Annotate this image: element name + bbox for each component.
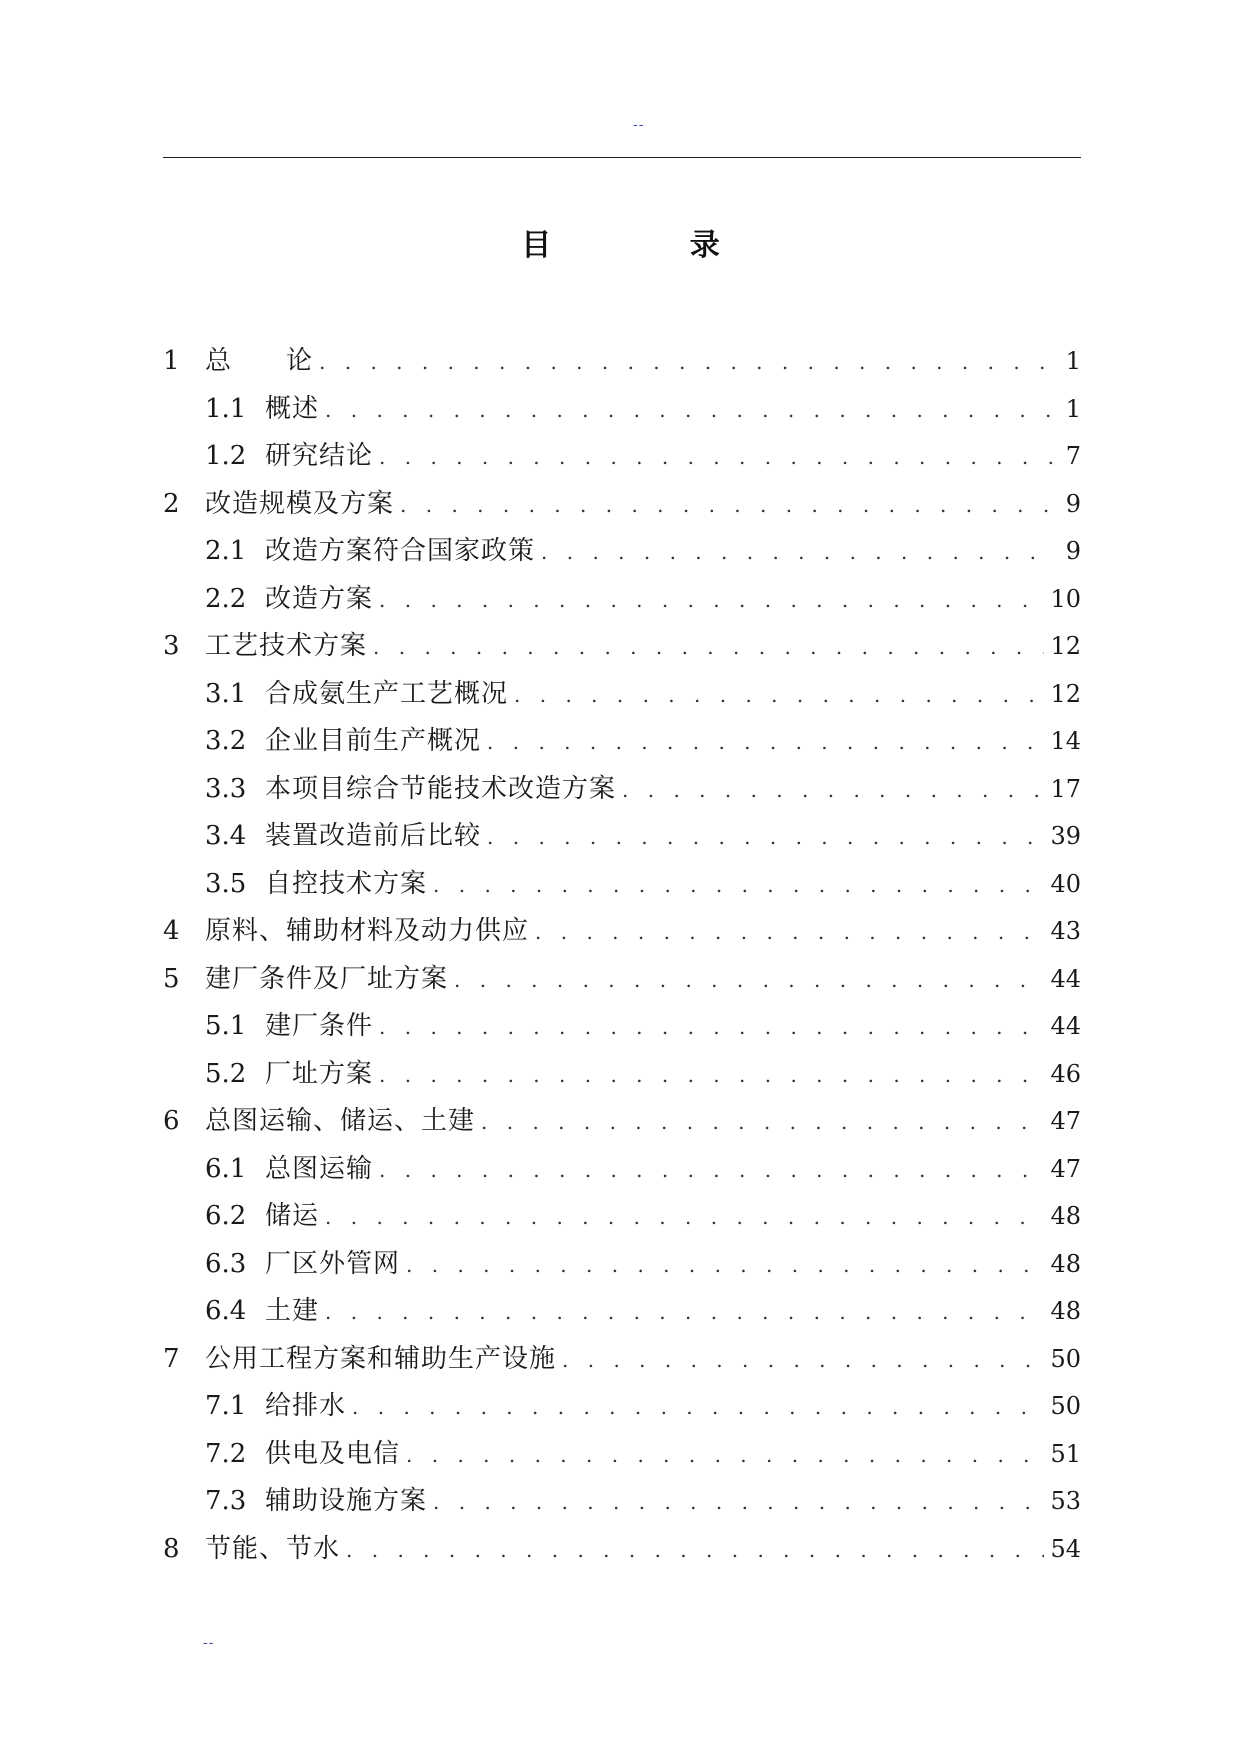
- toc-dot-leader: [379, 1004, 1044, 1052]
- toc-entry-page-number: 54: [1050, 1534, 1081, 1563]
- toc-entry-number: 2: [163, 488, 180, 519]
- toc-entry-page-number: 9: [1065, 489, 1081, 518]
- toc-entry-title: 本项目综合节能技术改造方案: [265, 773, 617, 804]
- toc-entry-title: 公用工程方案和辅助生产设施: [205, 1343, 557, 1374]
- toc-entry-page-number: 50: [1050, 1344, 1081, 1373]
- toc-dot-leader: [535, 909, 1044, 957]
- toc-entry-page-number: 47: [1050, 1107, 1081, 1135]
- toc-dot-leader: [400, 482, 1053, 530]
- toc-dot-leader: [325, 1194, 1044, 1242]
- toc-entry-page-number: 10: [1050, 584, 1081, 613]
- toc-chapter-entry[interactable]: [163, 623, 1081, 671]
- header-rule: [163, 157, 1081, 158]
- toc-chapter-entry[interactable]: [163, 1336, 1081, 1384]
- toc-entry-page-number: 17: [1050, 774, 1081, 803]
- toc-section-entry[interactable]: [163, 576, 1081, 624]
- toc-section-entry[interactable]: [163, 861, 1081, 909]
- toc-entry-title: 改造方案: [265, 583, 374, 614]
- footer-mark: --: [203, 1635, 215, 1651]
- toc-entry-title: 企业目前生产概况: [265, 726, 482, 756]
- toc-dot-leader: [346, 1527, 1044, 1575]
- toc-entry-number: 1: [163, 346, 180, 376]
- toc-entry-page-number: 40: [1050, 869, 1081, 898]
- toc-dot-leader: [379, 434, 1053, 482]
- toc-chapter-entry[interactable]: [163, 1098, 1081, 1146]
- toc-entry-number: 6.1: [205, 1153, 247, 1184]
- toc-entry-number: 3.2: [205, 726, 247, 756]
- toc-dot-leader: [562, 1337, 1044, 1385]
- toc-entry-title: 辅助设施方案: [265, 1486, 428, 1516]
- toc-section-entry[interactable]: [163, 386, 1081, 434]
- toc-entry-number: 7.2: [205, 1438, 247, 1469]
- toc-entry-number: 4: [163, 916, 180, 946]
- toc-entry-page-number: 50: [1050, 1392, 1081, 1420]
- toc-entry-number: 1.2: [205, 441, 247, 471]
- toc-entry-number: 3.3: [205, 773, 247, 804]
- toc-chapter-entry[interactable]: [163, 908, 1081, 956]
- toc-section-entry[interactable]: [163, 528, 1081, 576]
- toc-entry-page-number: 7: [1065, 442, 1081, 470]
- toc-entry-page-number: 48: [1050, 1249, 1081, 1278]
- toc-entry-page-number: 9: [1065, 537, 1081, 565]
- toc-dot-leader: [379, 1147, 1044, 1195]
- toc-entry-number: 7.1: [205, 1391, 247, 1421]
- toc-section-entry[interactable]: [163, 1146, 1081, 1194]
- toc-dot-leader: [406, 1242, 1044, 1290]
- table-of-contents: [163, 338, 1081, 1573]
- toc-entry-page-number: 43: [1050, 917, 1081, 945]
- toc-entry-number: 3: [163, 631, 180, 661]
- toc-section-entry[interactable]: [163, 1478, 1081, 1526]
- toc-entry-page-number: 39: [1050, 822, 1081, 850]
- toc-entry-title: 自控技术方案: [265, 868, 428, 899]
- toc-dot-leader: [379, 1052, 1044, 1100]
- toc-entry-page-number: 53: [1050, 1487, 1081, 1515]
- toc-entry-number: 5.1: [205, 1011, 247, 1041]
- toc-section-entry[interactable]: [163, 433, 1081, 481]
- toc-chapter-entry[interactable]: [163, 1526, 1081, 1574]
- toc-entry-title: 改造方案符合国家政策: [265, 536, 536, 566]
- toc-dot-leader: [481, 1099, 1044, 1147]
- header-mark: --: [633, 117, 645, 133]
- toc-section-entry[interactable]: [163, 1003, 1081, 1051]
- toc-entry-title: 厂区外管网: [265, 1248, 401, 1279]
- toc-dot-leader: [319, 339, 1053, 387]
- toc-dot-leader: [325, 387, 1053, 435]
- toc-entry-title: 研究结论: [265, 441, 374, 471]
- toc-entry-page-number: 1: [1065, 347, 1081, 375]
- toc-entry-title: 原料、辅助材料及动力供应: [205, 916, 530, 946]
- toc-chapter-entry[interactable]: [163, 481, 1081, 529]
- toc-entry-title: 合成氨生产工艺概况: [265, 678, 509, 709]
- toc-dot-leader: [541, 529, 1053, 577]
- toc-dot-leader: [622, 767, 1044, 815]
- toc-section-entry[interactable]: [163, 718, 1081, 766]
- toc-entry-number: 2.2: [205, 583, 247, 614]
- toc-entry-title: 土建: [265, 1296, 320, 1326]
- toc-section-entry[interactable]: [163, 671, 1081, 719]
- toc-entry-page-number: 44: [1050, 964, 1081, 993]
- toc-section-entry[interactable]: [163, 1288, 1081, 1336]
- toc-entry-number: 7.3: [205, 1486, 247, 1516]
- toc-entry-page-number: 48: [1050, 1202, 1081, 1230]
- toc-entry-number: 6: [163, 1106, 180, 1136]
- toc-dot-leader: [325, 1289, 1044, 1337]
- toc-entry-title: 装置改造前后比较: [265, 821, 482, 851]
- toc-entry-page-number: 1: [1065, 394, 1081, 423]
- toc-entry-number: 3.4: [205, 821, 247, 851]
- toc-entry-title: 储运: [265, 1201, 320, 1231]
- toc-section-entry[interactable]: [163, 766, 1081, 814]
- toc-entry-title: 改造规模及方案: [205, 488, 395, 519]
- toc-entry-title: 总图运输: [265, 1153, 374, 1184]
- toc-entry-number: 6.3: [205, 1248, 247, 1279]
- toc-entry-number: 7: [163, 1343, 180, 1374]
- toc-section-entry[interactable]: [163, 813, 1081, 861]
- toc-entry-page-number: 51: [1050, 1439, 1081, 1468]
- toc-dot-leader: [514, 672, 1044, 720]
- toc-section-entry[interactable]: [163, 1051, 1081, 1099]
- toc-entry-number: 6.2: [205, 1201, 247, 1231]
- toc-entry-title: 节能、节水: [205, 1533, 341, 1564]
- toc-entry-number: 5.2: [205, 1058, 247, 1089]
- toc-entry-title: 建厂条件及厂址方案: [205, 963, 449, 994]
- toc-entry-number: 3.1: [205, 678, 247, 709]
- toc-entry-page-number: 48: [1050, 1297, 1081, 1325]
- toc-dot-leader: [487, 719, 1044, 767]
- toc-chapter-entry[interactable]: [163, 956, 1081, 1004]
- toc-section-entry[interactable]: [163, 1241, 1081, 1289]
- toc-entry-page-number: 46: [1050, 1059, 1081, 1088]
- toc-entry-number: 2.1: [205, 536, 247, 566]
- toc-entry-title: 总 论: [205, 346, 314, 376]
- toc-entry-title: 给排水: [265, 1391, 347, 1421]
- toc-entry-number: 8: [163, 1533, 180, 1564]
- toc-dot-leader: [433, 862, 1044, 910]
- toc-entry-number: 3.5: [205, 868, 247, 899]
- toc-section-entry[interactable]: [163, 1193, 1081, 1241]
- toc-dot-leader: [433, 1479, 1044, 1527]
- toc-dot-leader: [406, 1432, 1044, 1480]
- toc-entry-page-number: 12: [1050, 632, 1081, 660]
- toc-entry-title: 厂址方案: [265, 1058, 374, 1089]
- toc-entry-title: 总图运输、储运、土建: [205, 1106, 476, 1136]
- toc-section-entry[interactable]: [163, 1383, 1081, 1431]
- toc-entry-page-number: 14: [1050, 727, 1081, 755]
- toc-entry-number: 6.4: [205, 1296, 247, 1326]
- toc-chapter-entry[interactable]: [163, 338, 1081, 386]
- toc-dot-leader: [373, 624, 1044, 672]
- toc-entry-number: 5: [163, 963, 180, 994]
- page-title: 目 录: [521, 228, 784, 263]
- toc-dot-leader: [487, 814, 1044, 862]
- toc-dot-leader: [352, 1384, 1044, 1432]
- toc-dot-leader: [379, 577, 1044, 625]
- toc-entry-number: 1.1: [205, 393, 247, 424]
- toc-dot-leader: [454, 957, 1044, 1005]
- toc-entry-title: 工艺技术方案: [205, 631, 368, 661]
- toc-section-entry[interactable]: [163, 1431, 1081, 1479]
- toc-entry-title: 概述: [265, 393, 320, 424]
- toc-entry-page-number: 44: [1050, 1012, 1081, 1040]
- toc-entry-page-number: 12: [1050, 679, 1081, 708]
- toc-entry-page-number: 47: [1050, 1154, 1081, 1183]
- toc-entry-title: 建厂条件: [265, 1011, 374, 1041]
- toc-entry-title: 供电及电信: [265, 1438, 401, 1469]
